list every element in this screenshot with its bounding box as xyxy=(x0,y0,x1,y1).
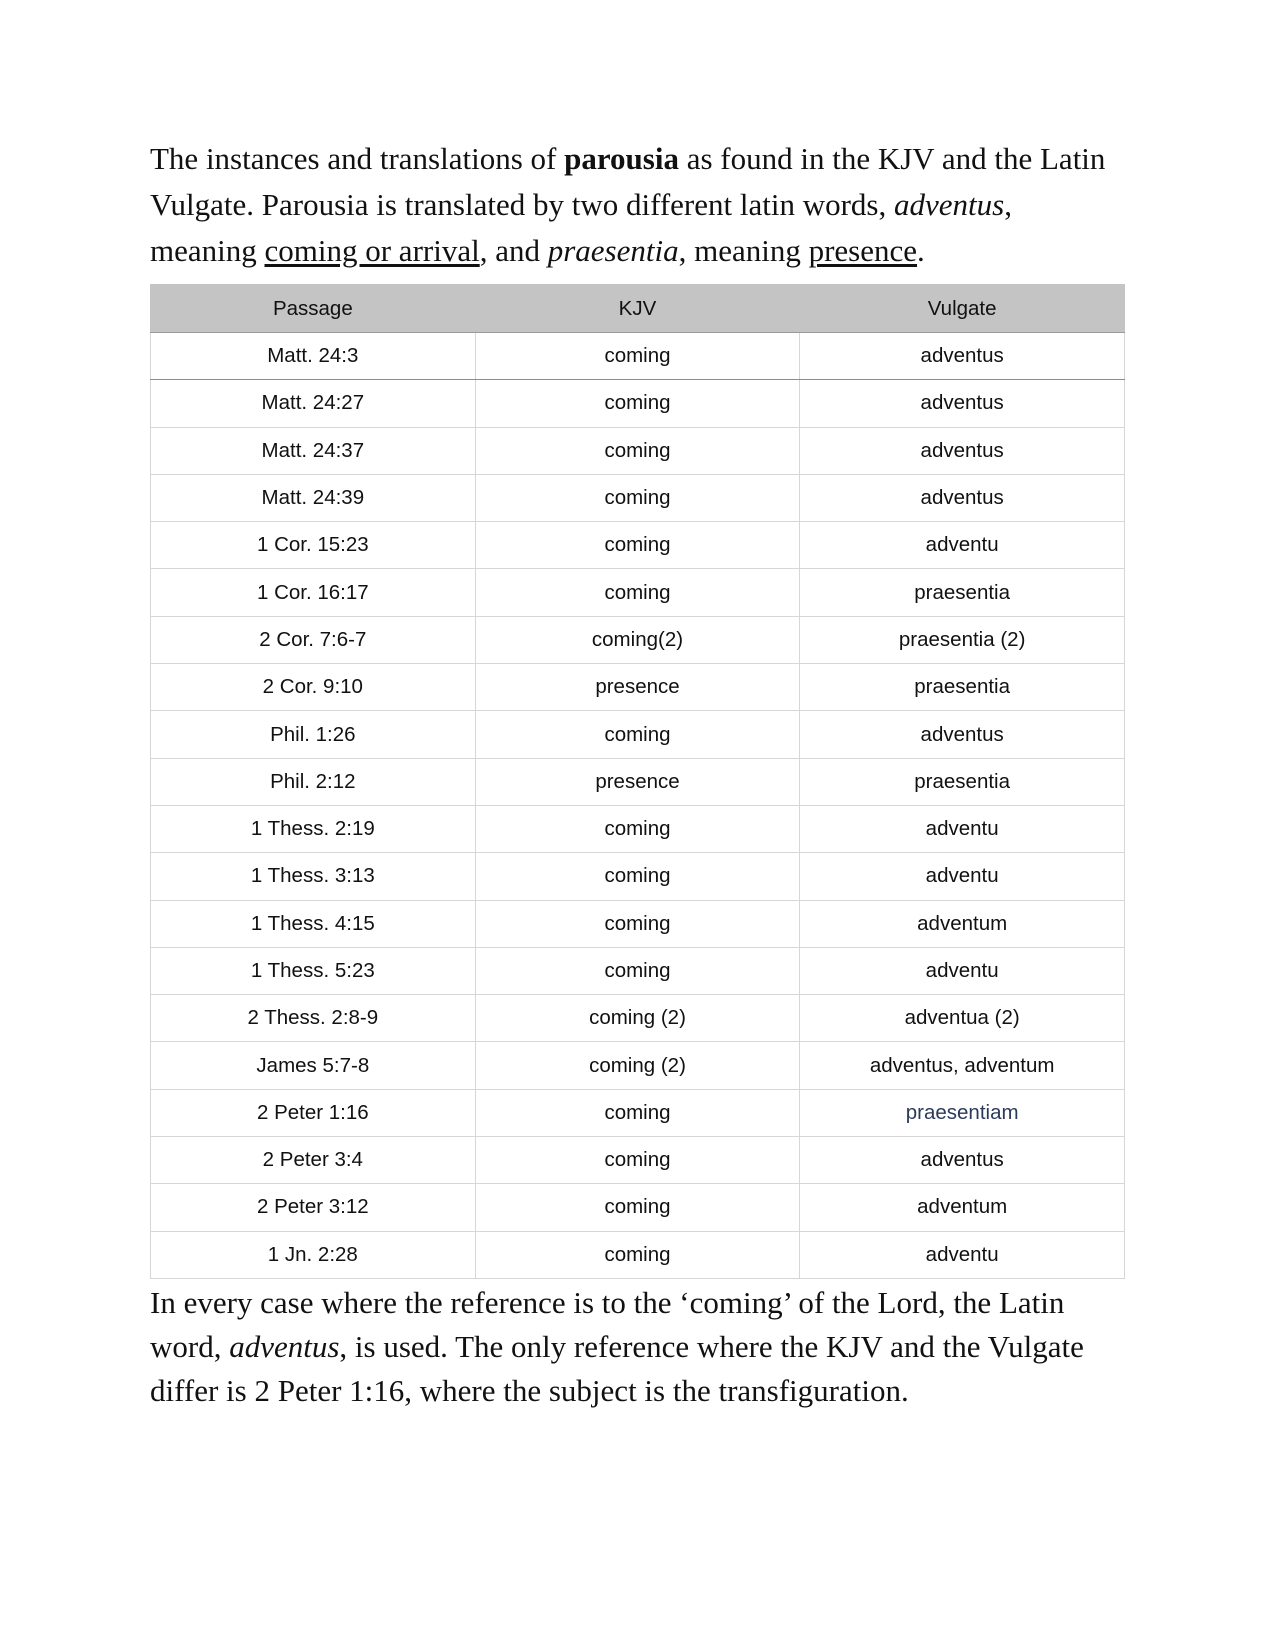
cell-kjv: coming(2) xyxy=(475,616,800,663)
intro-paragraph xyxy=(150,136,1125,274)
cell-vulgate: adventus, adventum xyxy=(800,1042,1125,1089)
outro-italic-word: adventus xyxy=(229,1328,340,1364)
cell-passage: 2 Cor. 9:10 xyxy=(151,664,476,711)
table-row xyxy=(151,333,1125,380)
table-row xyxy=(151,380,1125,427)
outro-text-2: , is used. The only reference where the KJV and the Vulgate differ is 2 Peter 1:16, where the subject is the transfiguration. xyxy=(150,1328,1084,1408)
cell-passage: 2 Cor. 7:6-7 xyxy=(151,616,476,663)
cell-vulgate: adventus xyxy=(800,380,1125,427)
table-row xyxy=(151,522,1125,569)
intro-text-5: , meaning xyxy=(678,233,809,268)
cell-passage: 2 Thess. 2:8-9 xyxy=(151,995,476,1042)
intro-underline-presence: presence xyxy=(808,233,918,268)
cell-kjv: coming xyxy=(475,427,800,474)
cell-passage: 2 Peter 3:12 xyxy=(151,1184,476,1231)
table-row xyxy=(151,1089,1125,1136)
intro-underline-coming: coming or arrival xyxy=(264,233,480,268)
cell-vulgate: praesentia xyxy=(800,664,1125,711)
cell-passage: 1 Thess. 4:15 xyxy=(151,900,476,947)
cell-vulgate: adventus xyxy=(800,333,1125,380)
table-row xyxy=(151,805,1125,852)
cell-vulgate: adventua (2) xyxy=(800,995,1125,1042)
header-kjv: KJV xyxy=(475,285,800,333)
cell-passage: 2 Peter 1:16 xyxy=(151,1089,476,1136)
cell-passage: 1 Thess. 2:19 xyxy=(151,805,476,852)
table-row xyxy=(151,1184,1125,1231)
cell-kjv: coming xyxy=(475,1137,800,1184)
cell-passage: 1 Thess. 3:13 xyxy=(151,853,476,900)
cell-passage: 1 Thess. 5:23 xyxy=(151,947,476,994)
cell-vulgate: adventu xyxy=(800,805,1125,852)
cell-kjv: coming xyxy=(475,380,800,427)
cell-kjv: coming xyxy=(475,1089,800,1136)
table-row xyxy=(151,427,1125,474)
cell-vulgate: praesentia xyxy=(800,758,1125,805)
cell-kjv: presence xyxy=(475,758,800,805)
cell-kjv: coming xyxy=(475,805,800,852)
outro-text-1: In every case where the reference is to the ‘coming’ of the Lord, the Latin word, xyxy=(150,1284,1065,1364)
cell-vulgate: adventu xyxy=(800,853,1125,900)
cell-kjv: coming xyxy=(475,711,800,758)
table-row xyxy=(151,474,1125,521)
cell-vulgate: adventum xyxy=(800,1184,1125,1231)
cell-vulgate: adventu xyxy=(800,1231,1125,1278)
table-row xyxy=(151,900,1125,947)
table-row xyxy=(151,947,1125,994)
table-row xyxy=(151,711,1125,758)
table-header xyxy=(151,285,1125,333)
table-body xyxy=(151,333,1125,1279)
table-row xyxy=(151,1042,1125,1089)
cell-passage: Matt. 24:37 xyxy=(151,427,476,474)
table-row xyxy=(151,616,1125,663)
cell-vulgate: adventus xyxy=(800,711,1125,758)
table-row xyxy=(151,664,1125,711)
header-row xyxy=(151,285,1125,333)
cell-vulgate: adventus xyxy=(800,1137,1125,1184)
cell-kjv: coming xyxy=(475,569,800,616)
cell-passage: Matt. 24:27 xyxy=(151,380,476,427)
cell-passage: 2 Peter 3:4 xyxy=(151,1137,476,1184)
intro-italic-word-praesentia: praesentia xyxy=(547,233,679,268)
cell-passage: Phil. 1:26 xyxy=(151,711,476,758)
cell-kjv: coming xyxy=(475,522,800,569)
intro-text-3: , meaning xyxy=(150,187,1012,268)
cell-passage: 1 Cor. 16:17 xyxy=(151,569,476,616)
cell-vulgate: adventu xyxy=(800,947,1125,994)
cell-kjv: coming xyxy=(475,947,800,994)
intro-text-4: , and xyxy=(479,233,548,268)
intro-italic-word-adventus: adventus xyxy=(894,187,1005,222)
outro-paragraph xyxy=(150,1281,1125,1413)
cell-vulgate: praesentia (2) xyxy=(800,616,1125,663)
intro-text-6: . xyxy=(917,233,925,268)
cell-vulgate: praesentia xyxy=(800,569,1125,616)
translation-table xyxy=(150,284,1125,1279)
cell-kjv: coming (2) xyxy=(475,995,800,1042)
table-row xyxy=(151,758,1125,805)
cell-passage: James 5:7-8 xyxy=(151,1042,476,1089)
table-row xyxy=(151,853,1125,900)
cell-kjv: coming (2) xyxy=(475,1042,800,1089)
cell-kjv: presence xyxy=(475,664,800,711)
cell-kjv: coming xyxy=(475,853,800,900)
cell-vulgate: adventus xyxy=(800,427,1125,474)
cell-passage: Matt. 24:3 xyxy=(151,333,476,380)
cell-passage: 1 Cor. 15:23 xyxy=(151,522,476,569)
intro-text-1: The instances and translations of xyxy=(150,141,565,176)
header-vulgate: Vulgate xyxy=(800,285,1125,333)
table-row xyxy=(151,569,1125,616)
table-row xyxy=(151,1231,1125,1278)
cell-passage: Matt. 24:39 xyxy=(151,474,476,521)
cell-vulgate: adventus xyxy=(800,474,1125,521)
cell-kjv: coming xyxy=(475,333,800,380)
cell-vulgate: adventum xyxy=(800,900,1125,947)
cell-vulgate: adventu xyxy=(800,522,1125,569)
cell-passage: 1 Jn. 2:28 xyxy=(151,1231,476,1278)
cell-kjv: coming xyxy=(475,1184,800,1231)
cell-vulgate: praesentiam xyxy=(800,1089,1125,1136)
table-row xyxy=(151,1137,1125,1184)
intro-text-2: as found in the KJV and the Latin Vulgate. Parousia is translated by two different latin words, xyxy=(150,141,1106,222)
header-passage: Passage xyxy=(151,285,476,333)
cell-kjv: coming xyxy=(475,900,800,947)
table-row xyxy=(151,995,1125,1042)
document-page xyxy=(150,136,1125,1413)
cell-kjv: coming xyxy=(475,1231,800,1278)
intro-bold-word: parousia xyxy=(564,141,679,176)
cell-passage: Phil. 2:12 xyxy=(151,758,476,805)
cell-kjv: coming xyxy=(475,474,800,521)
